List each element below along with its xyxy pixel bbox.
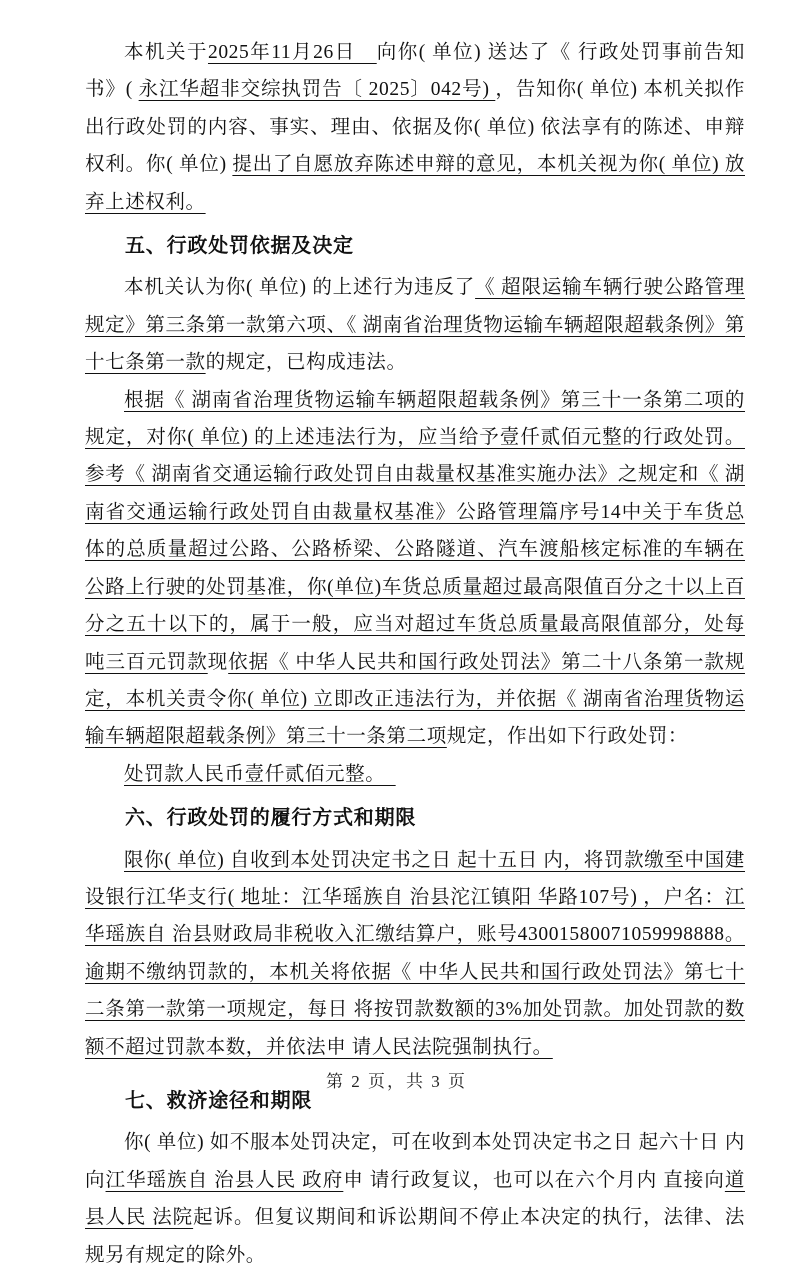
text-run: 本机关认为你( 单位) 的上述行为违反了	[124, 277, 476, 299]
text-run: 向你( 单位) 送达了《 行政处罚事前告知书》(	[85, 42, 746, 101]
underlined-text-run: 《 超限运输车辆行驶公路管理规定》第三条第一款第六项、《 湖南省治理货物运输车辆超限超载条例》第十七条第一款	[85, 277, 745, 374]
paragraph-remedy-rights	[85, 1124, 745, 1274]
text-run: 申 请行政复议，也可以在六个月内 直接向	[343, 1169, 725, 1191]
underlined-text-run: 2025年11月26日	[207, 42, 377, 63]
text-run: 现	[207, 651, 229, 673]
page-number-footer: 第 2 页，共 3 页	[326, 1072, 467, 1091]
underlined-text-run: 限你( 单位) 自收到本处罚决定书之日 起十五日 内，将罚款缴至中国建设银行江华支行( 地址：江华瑶族自 治县沱江镇阳 华路107号) ，户名：江华瑶族自 治县财政局非税收入汇缴结算户，账号43001580071059998888。逾期不缴纳罚款的，本机关将依据《 中华人民共和国行政处罚法》第七十二条第一款第一项规定，每日 将按罚款数额的3%加处罚款。加处罚款的数额不超过罚款本数，并依法申 请人民法院强制执行。	[85, 849, 745, 1058]
text-run: ，告知你( 单位) 本机关拟作出行政处罚的内容、事实、理由、依据及你( 单位) 依法享有的陈述、申辩权利。你( 单位)	[85, 79, 745, 176]
text-run: 规定，作出如下行政处罚：	[446, 726, 689, 748]
paragraph-violation-finding	[85, 269, 745, 381]
paragraph-payment-instructions	[85, 842, 745, 1066]
underlined-text-run: 依据《 中华人民共和国行政处罚法》第二十八条第一款规定，本机关责令你( 单位) 立即改正违法行为，并依据《 湖南省治理货物运输车辆超限超载条例》第三十一条第二项	[85, 651, 745, 748]
text-run: 的规定，已构成违法。	[205, 352, 407, 374]
section-heading-remedy: 七、救济途径和期限	[125, 1089, 313, 1112]
underlined-text-run: 根据《 湖南省治理货物运输车辆超限超载条例》第三十一条第二项的规定，对你( 单位) 的上述违法行为，应当给予壹仟贰佰元整的行政处罚。参考《 湖南省交通运输行政处罚自由裁量权基准实施办法》之规定和《 湖南省交通运输行政处罚自由裁量权基准》公路管理篇序号14中关于车货总体的总质量超过公路、公路桥梁、公路隧道、汽车渡船核定标准的车辆在公路上行驶的处罚基准，你(单位)车货总质量超过最高限值百分之十以上百分之五十以下的，属于一般，应当对超过车货总质量最高限值部分，处每吨三百元罚款	[85, 389, 745, 673]
paragraph-penalty-basis	[85, 382, 745, 756]
section-heading-performance: 六、行政处罚的履行方式和期限	[125, 807, 417, 830]
text-run: 你( 单位) 如不服本处罚决定，可在收到本处罚决定书之日 起六十日 内向	[85, 1132, 745, 1191]
underlined-text-run: 江华瑶族自 治县人民 政府	[105, 1169, 344, 1191]
text-run: 起诉。但复议期间和诉讼期间不停止本决定的执行，法律、法规另有规定的除外。	[85, 1207, 746, 1266]
underlined-text-run: 处罚款人民币壹仟贰佰元整。	[124, 763, 396, 785]
section-heading-penalty-basis: 五、行政处罚依据及决定	[125, 235, 354, 258]
paragraph-penalty-amount	[85, 756, 745, 793]
underlined-text-run: 永江华超非交综执罚告〔 2025〕042号)	[138, 79, 496, 101]
text-run: 本机关于	[124, 42, 208, 63]
underlined-text-run: 提出了自愿放弃陈述申辩的意见，本机关视为你( 单位) 放弃上述权利。	[85, 154, 745, 213]
paragraph-prior-notice	[85, 34, 745, 221]
underlined-text-run: 道县人民 法院	[85, 1169, 745, 1229]
